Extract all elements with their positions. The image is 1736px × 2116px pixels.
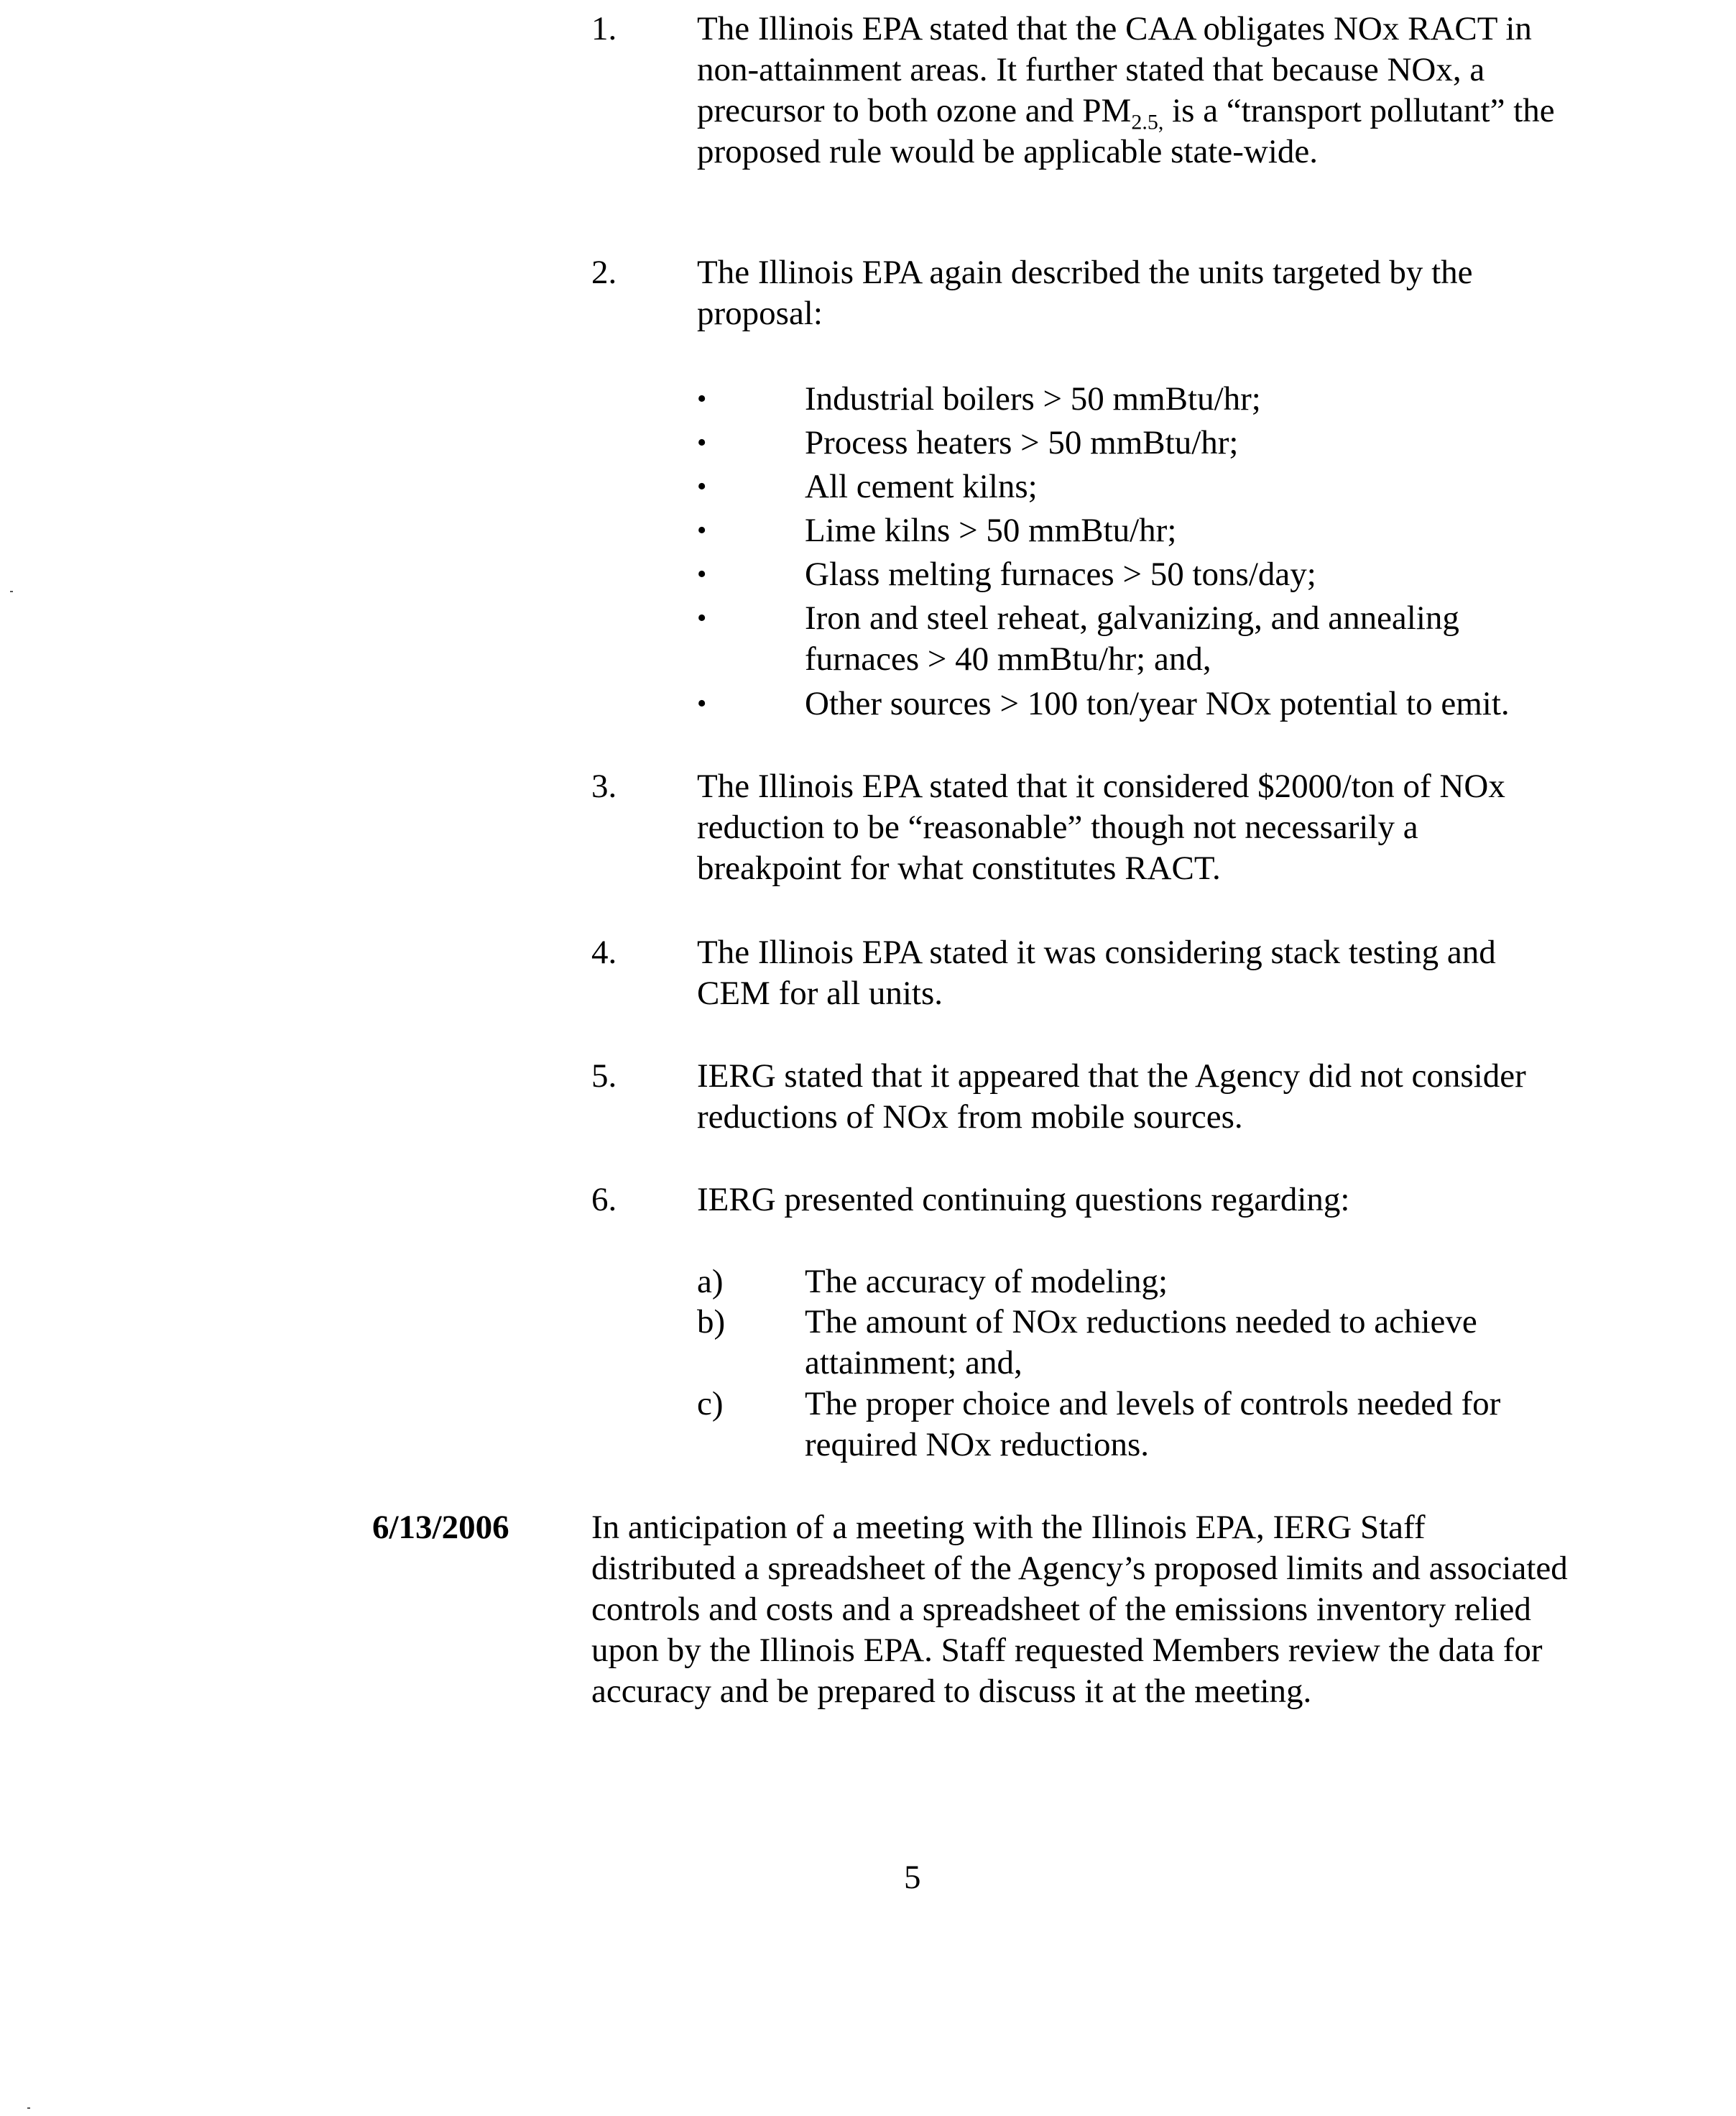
entry-text: In anticipation of a meeting with the Illinois EPA, IERG Staff distributed a spreadsheet of the Agency’s proposed limits and associated controls and costs and a spreadsheet of the emissions inventory relied upon by the Illinois EPA. Staff requested Members review the data for accuracy and be prepared to discuss it at the meeting. — [591, 1509, 1568, 1710]
item-number: 5. — [591, 1057, 617, 1095]
list-letter: a) — [697, 1263, 724, 1300]
subscript-text: 2.5, — [1131, 110, 1164, 134]
item-text: is a “transport pollutant” the proposed rule would be applicable state-wide. — [697, 92, 1555, 170]
bullet-item: Other sources > 100 ton/year NOx potential to emit. — [805, 685, 1510, 722]
item-number: 2. — [591, 254, 617, 291]
bullet-item: Glass melting furnaces > 50 tons/day; — [805, 556, 1316, 593]
bullet-icon: • — [697, 559, 707, 589]
bullet-icon: • — [697, 515, 707, 546]
bullet-item: Industrial boilers > 50 mmBtu/hr; — [805, 380, 1261, 418]
item-paragraph: The Illinois EPA stated that it considered $2000/ton of NOx reduction to be “reasonable” though not necessarily a breakpoint for what constitutes RACT. — [697, 768, 1505, 887]
item-paragraph: The Illinois EPA again described the units targeted by the proposal: — [697, 254, 1473, 332]
bullet-item: Lime kilns > 50 mmBtu/hr; — [805, 512, 1177, 549]
item-paragraph — [697, 9, 1559, 172]
item-paragraph: IERG stated that it appeared that the Agency did not consider reductions of NOx from mobile sources. — [697, 1057, 1526, 1136]
scan-speck — [27, 2107, 30, 2109]
entry-date: 6/13/2006 — [372, 1509, 509, 1546]
item-number: 6. — [591, 1181, 617, 1218]
item-paragraph: IERG presented continuing questions regarding: — [697, 1181, 1350, 1218]
list-item: The accuracy of modeling; — [805, 1263, 1168, 1300]
scan-speck — [10, 591, 13, 592]
list-letter: b) — [697, 1303, 726, 1340]
list-item: The proper choice and levels of controls needed for required NOx reductions. — [805, 1385, 1501, 1463]
bullet-item: Iron and steel reheat, galvanizing, and annealing furnaces > 40 mmBtu/hr; and, — [805, 599, 1459, 678]
bullet-item: Process heaters > 50 mmBtu/hr; — [805, 424, 1239, 461]
bullet-icon: • — [697, 428, 707, 458]
list-letter: c) — [697, 1385, 724, 1422]
item-number: 3. — [591, 768, 617, 805]
bullet-item: All cement kilns; — [805, 468, 1038, 505]
bullet-icon: • — [697, 603, 707, 633]
item-number: 1. — [591, 10, 617, 47]
bullet-icon: • — [697, 384, 707, 414]
bullet-icon: • — [697, 689, 707, 719]
bullet-icon: • — [697, 472, 707, 502]
page-number: 5 — [904, 1859, 921, 1896]
item-number: 4. — [591, 934, 617, 971]
item-text: The Illinois EPA stated that the CAA obligates NOx RACT in non-attainment areas. It further stated that because NOx, a precursor to both ozone and PM — [697, 10, 1532, 129]
list-item: The amount of NOx reductions needed to achieve attainment; and, — [805, 1303, 1477, 1381]
item-paragraph: The Illinois EPA stated it was considering stack testing and CEM for all units. — [697, 934, 1496, 1012]
